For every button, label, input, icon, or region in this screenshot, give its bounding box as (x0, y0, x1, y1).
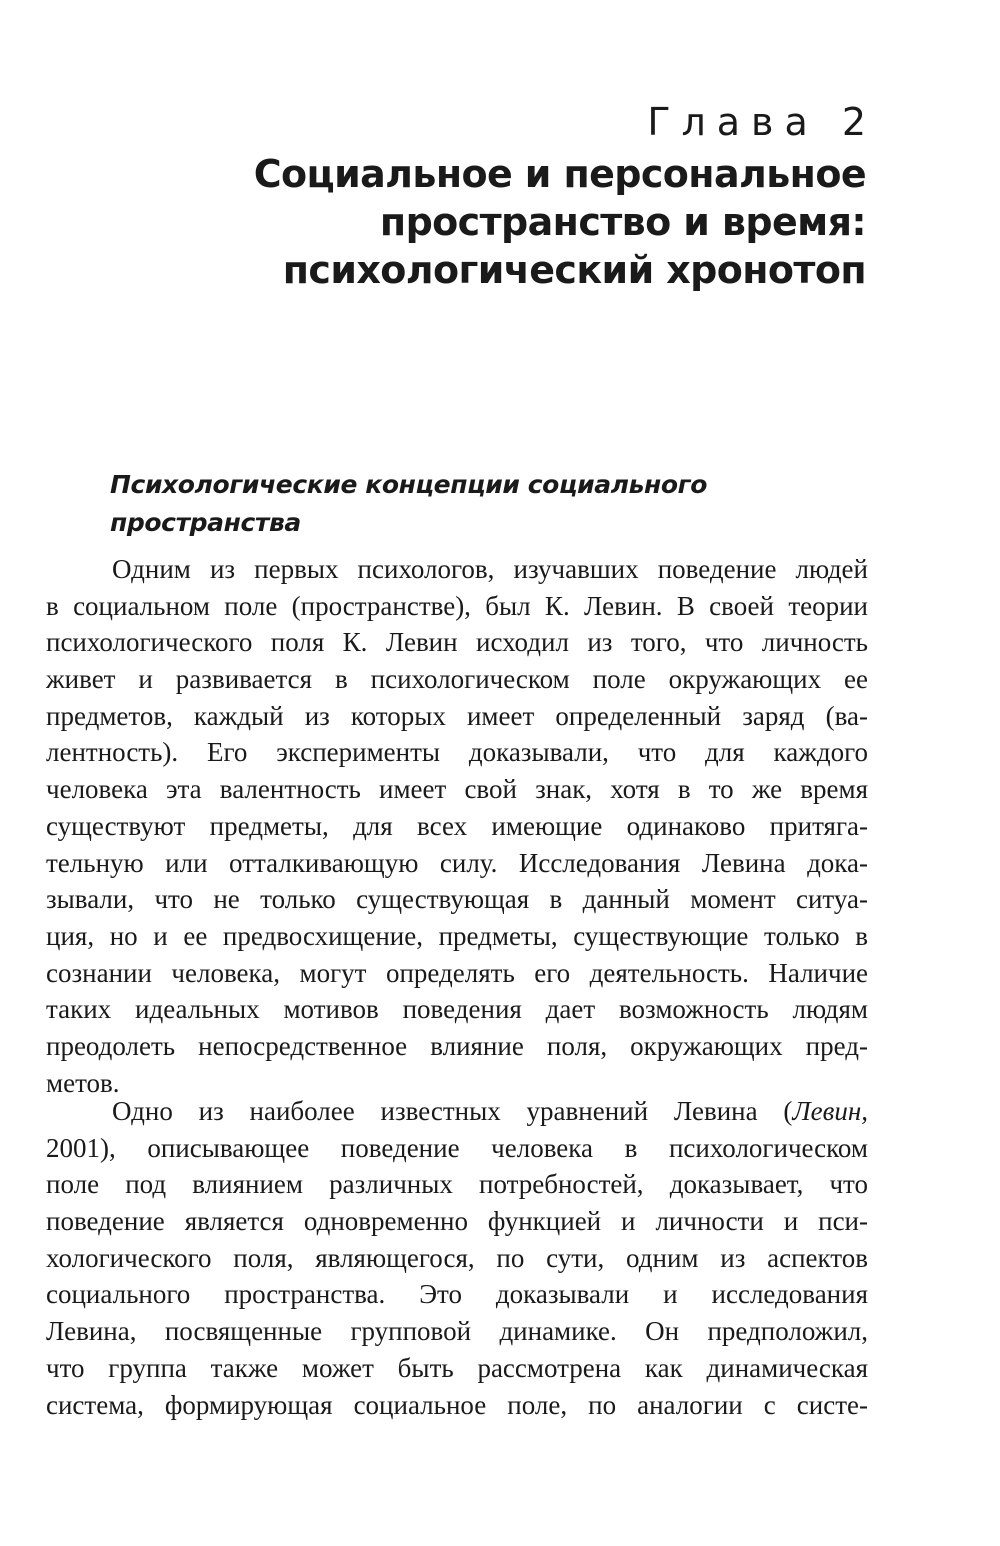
text-line: поле под влиянием различных потребностей, доказывает, что (46, 1169, 868, 1200)
section-heading (110, 466, 707, 542)
chapter-title-line: пространство и время: (379, 200, 866, 244)
text-line: система, формирующая социальное поле, по аналогии с систе- (46, 1389, 868, 1420)
text-line: сознании человека, могут определять его деятельность. Наличие (46, 957, 868, 988)
text-line (46, 1093, 868, 1130)
paragraph-1 (46, 551, 868, 1101)
text-line: что группа также может быть рассмотрена как динамическая (46, 1352, 868, 1383)
text-line: в социальном поле (пространстве), был К. Левин. В своей теории (46, 590, 868, 621)
text-line: лентность). Его эксперименты доказывали, что для каждого (46, 737, 868, 768)
text-line: поведение является одновременно функцией и личности и пси- (46, 1206, 868, 1237)
citation-author: Левин, (792, 1096, 868, 1126)
chapter-header (253, 98, 877, 294)
chapter-title-line: Социальное и персональное (253, 152, 866, 196)
chapter-title (254, 150, 866, 294)
text-line: таких идеальных мотивов поведения дает возможность людям (46, 994, 868, 1025)
section-heading-line: Психологические концепции социального (110, 470, 708, 499)
text-line: преодолеть непосредственное влияние поля, окружающих пред- (46, 1030, 868, 1061)
text-line: человека эта валентность имеет свой знак, хотя в то же время (46, 774, 868, 805)
text-line: тельную или отталкивающую силу. Исследования Левина дока- (46, 847, 868, 878)
text-line: 2001), описывающее поведение человека в психологическом (46, 1132, 868, 1163)
section-heading-line: пространства (110, 508, 301, 537)
text-line: социального пространства. Это доказывали и исследования (46, 1279, 868, 1310)
text-line: Одним из первых психологов, изучавших поведение людей (112, 554, 868, 584)
text-line: ция, но и ее предвосхищение, предметы, существующие только в (46, 920, 868, 951)
chapter-title-line: психологический хронотоп (282, 248, 866, 292)
text-line: зывали, что не только существующая в данный момент ситуа- (46, 884, 868, 915)
text-line: психологического поля К. Левин исходил из того, что личность (46, 627, 868, 658)
text-line: предметов, каждый из которых имеет определенный заряд (ва- (46, 700, 868, 731)
text-line: метов. (46, 1067, 120, 1098)
text-span: Одно из наиболее известных уравнений Левина ( (112, 1096, 793, 1126)
text-line: хологического поля, являющегося, по сути, одним из аспектов (46, 1242, 868, 1273)
paragraph-2 (46, 1093, 868, 1423)
text-line: живет и развивается в психологическом поле окружающих ее (46, 664, 868, 695)
text-line: существуют предметы, для всех имеющие одинаково притяга- (46, 810, 868, 841)
text-line: Левина, посвященные групповой динамике. Он предположил, (46, 1316, 868, 1347)
chapter-label: Глава 2 (647, 100, 877, 144)
